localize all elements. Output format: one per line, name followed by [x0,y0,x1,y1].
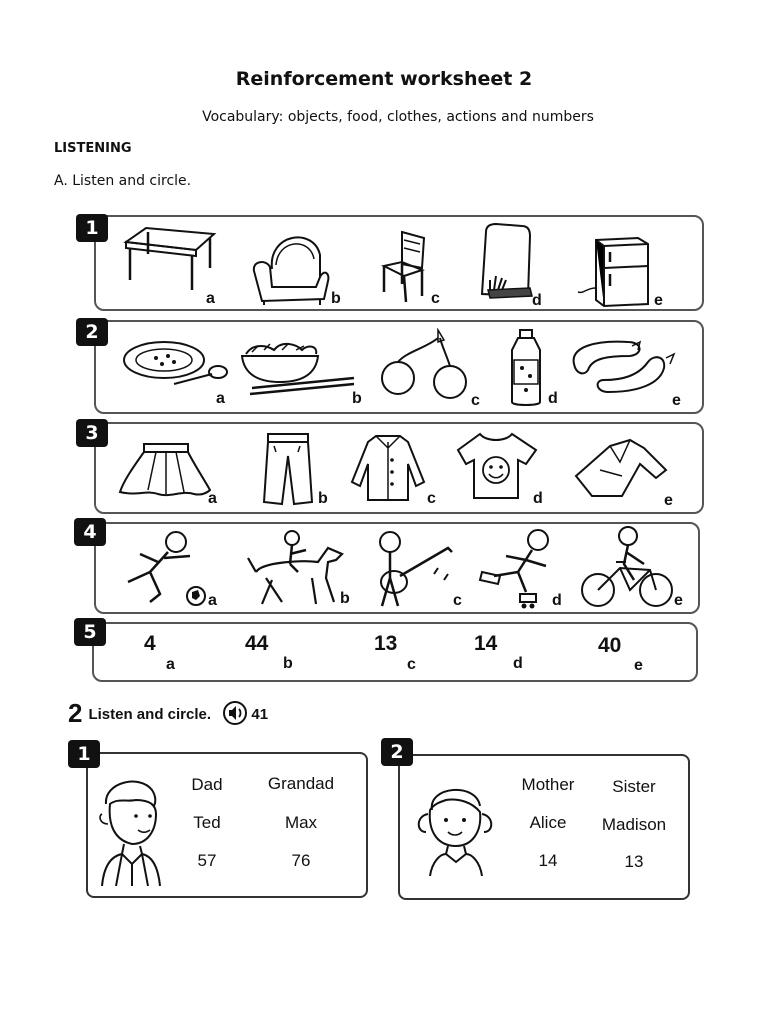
card-1-option-ted[interactable]: Ted [193,813,221,832]
trousers-icon[interactable] [262,432,316,506]
play-guitar-icon[interactable] [368,530,458,608]
row-2-letter-a[interactable]: a [216,390,225,407]
sausages-icon[interactable] [568,336,678,394]
row-4-letter-d[interactable]: d [552,592,562,609]
plate-spoon-icon[interactable] [122,338,232,392]
row-4-letter-a[interactable]: a [208,592,217,609]
row-5-letter-d[interactable]: d [513,655,523,672]
number-option-d[interactable]: 14 [474,632,498,655]
whiteboard-icon[interactable] [476,222,536,302]
row-1-letter-a[interactable]: a [206,290,215,307]
row-2-letter-d[interactable]: d [548,390,558,407]
audio-speaker-icon[interactable] [223,701,247,725]
ride-bike-icon[interactable] [580,524,674,608]
row-2-letter-e[interactable]: e [672,392,681,409]
number-option-b[interactable]: 44 [245,632,269,655]
row-1-letter-b[interactable]: b [331,290,341,307]
number-option-c[interactable]: 13 [374,632,398,655]
coat-icon[interactable] [570,436,670,502]
card-1-option-dad[interactable]: Dad [191,775,223,794]
exercise-2-heading [68,698,268,729]
number-option-e[interactable]: 40 [598,634,622,657]
card-2-number: 2 [381,738,413,766]
noodles-chopsticks-icon[interactable] [238,338,358,398]
row-5-letter-a[interactable]: a [166,656,175,673]
card-1-option-57[interactable]: 57 [197,851,217,870]
row-1-letter-d[interactable]: d [532,292,542,309]
row-3-letter-a[interactable]: a [208,490,217,507]
row-5-letter-c[interactable]: c [407,656,416,673]
row-1-letter-e[interactable]: e [654,292,663,309]
row-3-number: 3 [76,419,108,447]
row-4-number: 4 [74,518,106,546]
card-2-option-madison[interactable]: Madison [601,815,667,834]
row-4-letter-e[interactable]: e [674,592,683,609]
worksheet-subtitle: Vocabulary: objects, food, clothes, actions and numbers [202,109,594,125]
row-2-number: 2 [76,318,108,346]
card-2-option-mother[interactable]: Mother [521,775,575,794]
cherries-icon[interactable] [378,328,474,402]
row-3-letter-e[interactable]: e [664,492,673,509]
row-3-letter-d[interactable]: d [533,490,543,507]
worksheet-title: Reinforcement worksheet 2 [235,68,533,90]
row-4-letter-c[interactable]: c [453,592,462,609]
row-4-letter-b[interactable]: b [340,590,350,607]
row-5-letter-b[interactable]: b [283,655,293,672]
fridge-icon[interactable] [576,234,652,310]
water-bottle-icon[interactable] [506,328,546,408]
row-1-number: 1 [76,214,108,242]
card-1-option-76[interactable]: 76 [291,851,311,870]
row-5-letter-e[interactable]: e [634,657,643,674]
card-1-number: 1 [68,740,100,768]
card-2-option-14[interactable]: 14 [538,851,558,870]
skirt-icon[interactable] [118,440,212,498]
table-icon[interactable] [122,224,218,294]
exercise-2-instruction: Listen and circle. [88,706,212,723]
row-3-letter-c[interactable]: c [427,490,436,507]
audio-track-number: 41 [251,706,269,723]
ride-horse-icon[interactable] [242,528,346,608]
rollerblade-icon[interactable] [476,526,560,610]
girl-portrait-icon [412,780,498,876]
number-option-a[interactable]: 4 [144,632,156,655]
jacket-icon[interactable] [346,432,430,504]
row-2-letter-b[interactable]: b [352,390,362,407]
play-football-icon[interactable] [120,528,212,608]
armchair-icon[interactable] [250,225,330,307]
chair-icon[interactable] [380,226,430,306]
card-1-option-max[interactable]: Max [284,813,318,832]
exercise-2-number: 2 [68,698,83,728]
row-1-letter-c[interactable]: c [431,290,440,307]
card-2-option-sister[interactable]: Sister [612,777,656,796]
card-1-option-grandad[interactable]: Grandad [267,774,335,793]
row-3-letter-b[interactable]: b [318,490,328,507]
row-2-letter-c[interactable]: c [471,392,480,409]
row-5-number: 5 [74,618,106,646]
card-2-option-13[interactable]: 13 [624,852,644,871]
section-label: LISTENING [54,141,132,156]
tshirt-icon[interactable] [456,430,538,502]
exercise-a-instruction: A. Listen and circle. [54,173,192,189]
card-2-option-alice[interactable]: Alice [529,813,567,832]
